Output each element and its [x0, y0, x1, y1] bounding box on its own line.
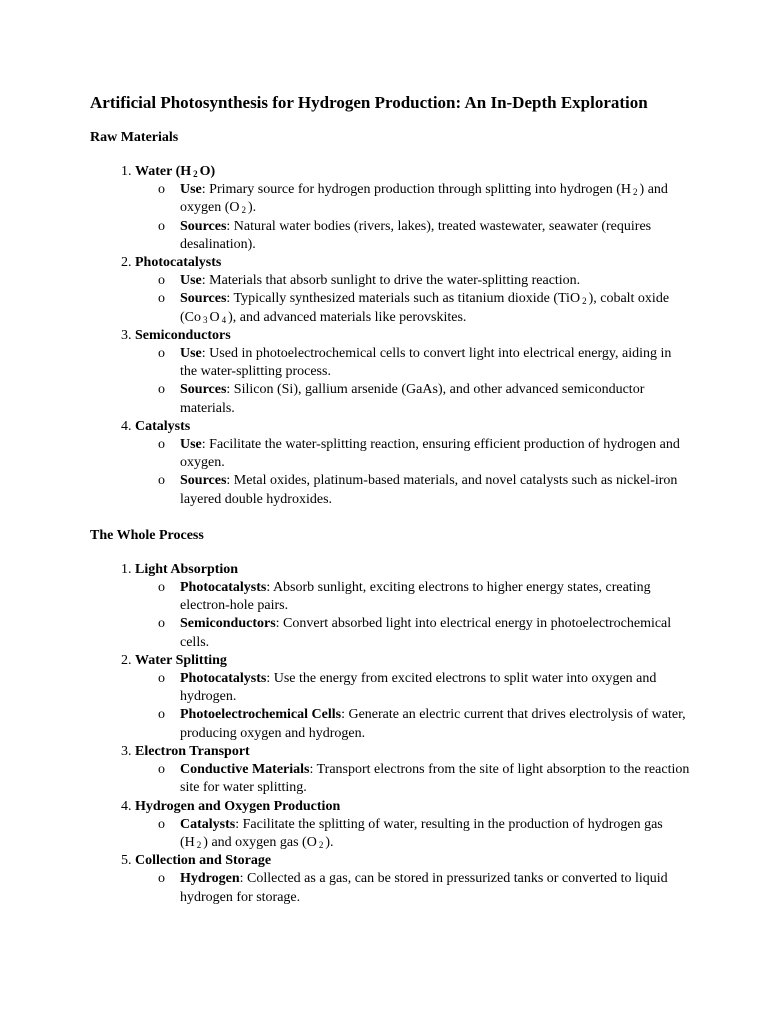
list-item-water — [135, 163, 690, 254]
section-heading-raw-materials: Raw Materials — [90, 130, 179, 145]
list-item-collection-storage — [135, 852, 690, 907]
sub-item: o Photoelectrochemical Cells: Generate an electric current that drives electrolysis of water, producing oxygen and hydrogen. — [180, 706, 690, 742]
sub-list — [135, 816, 690, 852]
sub-item: o Semiconductors: Convert absorbed light into electrical energy in photoelectrochemical cells. — [180, 615, 690, 651]
list-item-hydrogen-oxygen-production — [135, 798, 690, 853]
item-title: Light Absorption — [135, 561, 239, 577]
sub-item-sources: o Sources: Silicon (Si), gallium arsenide (GaAs), and other advanced semiconductor materials. — [180, 381, 690, 417]
sub-list — [135, 870, 690, 906]
sub-item: o Photocatalysts: Use the energy from excited electrons to split water into oxygen and hydrogen. — [180, 670, 690, 706]
item-title: Hydrogen and Oxygen Production — [135, 798, 341, 814]
sub-item-sources: o Sources: Typically synthesized materials such as titanium dioxide (TiO $_2$ ), cobalt oxide (Co $_3$ O $_4$ ), and advanced materials like perovskites. — [180, 290, 690, 326]
sub-item: o Conductive Materials: Transport electrons from the site of light absorption to the reaction site for water splitting. — [180, 761, 690, 797]
sub-item-use: o Use: Used in photoelectrochemical cells to convert light into electrical energy, aiding in the water-splitting process. — [180, 345, 690, 381]
item-title: Water Splitting — [135, 652, 227, 668]
process-list — [90, 561, 690, 907]
sub-list — [135, 181, 690, 254]
sub-item: o Photocatalysts: Absorb sunlight, exciting electrons to higher energy states, creating electron-hole pairs. — [180, 579, 690, 615]
sub-item-sources: o Sources: Metal oxides, platinum-based materials, and novel catalysts such as nickel-iron layered double hydroxides. — [180, 472, 690, 508]
document-page — [90, 92, 690, 907]
sub-list — [135, 761, 690, 797]
sub-list — [135, 272, 690, 327]
item-title: Water (H $_2$ O) — [135, 164, 216, 179]
item-title: Photocatalysts — [135, 255, 222, 271]
list-item-light-absorption — [135, 561, 690, 652]
raw-materials-list — [90, 163, 690, 509]
sub-list — [135, 436, 690, 509]
list-item-semiconductors — [135, 327, 690, 418]
section-heading-whole-process: The Whole Process — [90, 527, 204, 543]
sub-item-sources: o Sources: Natural water bodies (rivers, lakes), treated wastewater, seawater (requires desalination). — [180, 218, 690, 254]
sub-item: o Hydrogen: Collected as a gas, can be stored in pressurized tanks or converted to liquid hydrogen for storage. — [180, 870, 690, 906]
sub-list — [135, 670, 690, 743]
sub-list — [135, 579, 690, 652]
list-item-catalysts — [135, 418, 690, 509]
item-title: Semiconductors — [135, 327, 231, 343]
list-item-photocatalysts — [135, 254, 690, 327]
item-title: Catalysts — [135, 418, 191, 434]
sub-item-use: o Use: Materials that absorb sunlight to drive the water-splitting reaction. — [180, 272, 690, 290]
item-title: Electron Transport — [135, 743, 250, 759]
sub-item: o Catalysts: Facilitate the splitting of water, resulting in the production of hydrogen gas (H $_2$ ) and oxygen gas (O $_2$ ). — [180, 816, 690, 852]
list-item-water-splitting — [135, 652, 690, 743]
sub-list — [135, 345, 690, 418]
item-title: Collection and Storage — [135, 853, 272, 869]
sub-item-use: o Use: Facilitate the water-splitting reaction, ensuring efficient production of hydrogen and oxygen. — [180, 436, 690, 472]
list-item-electron-transport — [135, 743, 690, 798]
sub-item-use: o Use: Primary source for hydrogen production through splitting into hydrogen (H $_2$ ) and oxygen (O $_2$ ). — [180, 181, 690, 217]
document-title: Artificial Photosynthesis for Hydrogen Production: An In-Depth Exploration — [90, 93, 648, 112]
